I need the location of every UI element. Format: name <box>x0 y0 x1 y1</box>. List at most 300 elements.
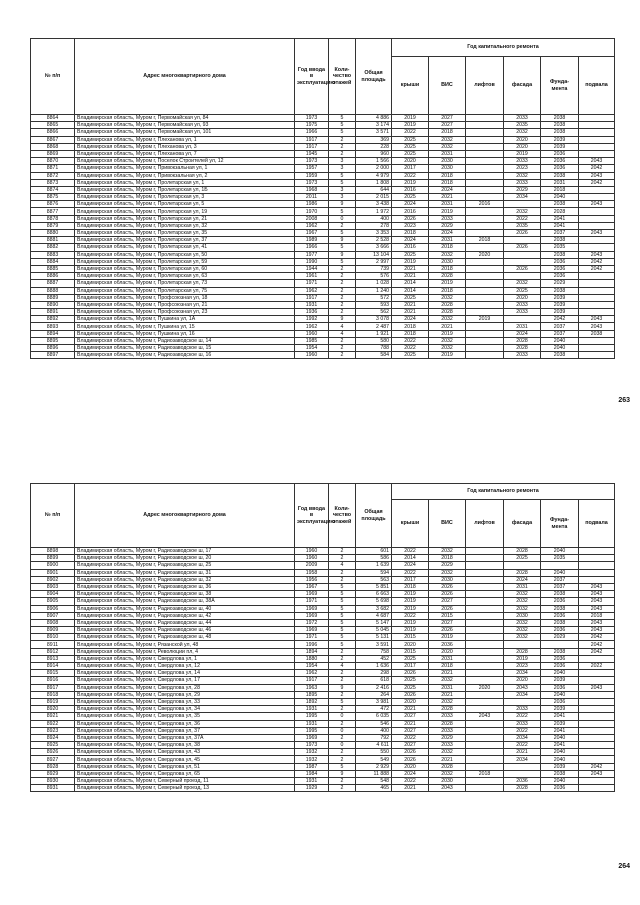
cell-year: 2008 <box>295 215 329 222</box>
cell-lift <box>466 627 504 634</box>
cell-foundation: 2038 <box>541 287 579 294</box>
cell-facade: 2020 <box>504 677 541 684</box>
cell-vis: 2031 <box>429 655 466 662</box>
cell-vis: 2018 <box>429 179 466 186</box>
cell-num: 8865 <box>31 122 75 129</box>
cell-area: 5 698 <box>356 598 392 605</box>
cell-foundation: 2036 <box>541 655 579 662</box>
cell-address: Владимирская область, Муром г, Пушкина ул, 1А <box>75 316 295 323</box>
cell-facade: 2024 <box>504 330 541 337</box>
cell-roof: 2017 <box>392 576 429 583</box>
cell-floors: 5 <box>329 208 356 215</box>
cell-lift <box>466 598 504 605</box>
cell-facade: 2022 <box>504 742 541 749</box>
cell-basement <box>579 186 615 193</box>
cell-roof: 2025 <box>392 655 429 662</box>
cell-num: 8894 <box>31 330 75 337</box>
cell-vis: 2030 <box>429 258 466 265</box>
cell-basement: 2043 <box>579 583 615 590</box>
cell-num: 8873 <box>31 179 75 186</box>
cell-vis: 2029 <box>429 734 466 741</box>
cell-address: Владимирская область, Муром г, Революции пл, 4 <box>75 648 295 655</box>
cell-foundation: 2040 <box>541 749 579 756</box>
cell-foundation: 2038 <box>541 201 579 208</box>
cell-lift <box>466 115 504 122</box>
cell-num: 8904 <box>31 591 75 598</box>
cell-address: Владимирская область, Муром г, Пролетарская ул, 59 <box>75 258 295 265</box>
cell-area: 3 666 <box>356 244 392 251</box>
cell-basement <box>579 742 615 749</box>
cell-basement: 2043 <box>579 201 615 208</box>
cell-num: 8891 <box>31 309 75 316</box>
cell-basement <box>579 194 615 201</box>
cell-basement <box>579 548 615 555</box>
table-row <box>31 273 615 280</box>
cell-year: 1975 <box>295 122 329 129</box>
cell-lift <box>466 143 504 150</box>
cell-floors: 2 <box>329 648 356 655</box>
cell-num: 8875 <box>31 194 75 201</box>
table-row <box>31 316 615 323</box>
table-row <box>31 165 615 172</box>
header-num: № п/п <box>31 39 75 115</box>
cell-floors: 2 <box>329 309 356 316</box>
cell-vis: 2032 <box>429 569 466 576</box>
cell-basement <box>579 691 615 698</box>
cell-num: 8889 <box>31 294 75 301</box>
cell-area: 2 000 <box>356 165 392 172</box>
cell-foundation: 2018 <box>541 186 579 193</box>
cell-address: Владимирская область, Муром г, Пролетарская ул, 73 <box>75 280 295 287</box>
cell-facade: 2034 <box>504 670 541 677</box>
cell-year: 1966 <box>295 129 329 136</box>
table-row <box>31 237 615 244</box>
cell-vis: 2019 <box>429 280 466 287</box>
header-address: Адрес многоквартирного дома <box>75 484 295 548</box>
cell-vis: 2032 <box>429 136 466 143</box>
table-row <box>31 215 615 222</box>
cell-foundation: 2039 <box>541 706 579 713</box>
cell-vis: 2029 <box>429 222 466 229</box>
table-row <box>31 591 615 598</box>
cell-foundation: 2029 <box>541 634 579 641</box>
cell-address: Владимирская область, Муром г, Свердлова ул, 33 <box>75 698 295 705</box>
cell-floors: 9 <box>329 684 356 691</box>
cell-floors: 2 <box>329 749 356 756</box>
cell-foundation: 2038 <box>541 619 579 626</box>
cell-year: 1954 <box>295 345 329 352</box>
cell-address: Владимирская область, Муром г, Свердлова ул, 37А <box>75 734 295 741</box>
cell-address: Владимирская область, Муром г, Свердлова ул, 1 <box>75 655 295 662</box>
cell-foundation: 2037 <box>541 583 579 590</box>
cell-foundation: 2038 <box>541 122 579 129</box>
cell-facade: 2032 <box>504 619 541 626</box>
cell-lift <box>466 605 504 612</box>
cell-address: Владимирская область, Муром г, Свердлова ул, 43 <box>75 749 295 756</box>
cell-address: Владимирская область, Муром г, Плеханова ул, 3 <box>75 143 295 150</box>
cell-vis: 2028 <box>429 706 466 713</box>
cell-floors: 3 <box>329 158 356 165</box>
cell-vis: 2029 <box>429 562 466 569</box>
cell-vis: 2032 <box>429 345 466 352</box>
cell-basement <box>579 727 615 734</box>
cell-area: 792 <box>356 734 392 741</box>
cell-year: 1917 <box>295 136 329 143</box>
cell-lift <box>466 555 504 562</box>
cell-lift <box>466 619 504 626</box>
cell-foundation <box>541 562 579 569</box>
cell-foundation: 2038 <box>541 591 579 598</box>
cell-num: 8900 <box>31 562 75 569</box>
cell-foundation: 2038 <box>541 251 579 258</box>
table-row <box>31 179 615 186</box>
cell-foundation <box>541 641 579 648</box>
cell-lift <box>466 301 504 308</box>
cell-address: Владимирская область, Муром г, Профсоюзная ул, 18 <box>75 294 295 301</box>
cell-vis: 2020 <box>429 648 466 655</box>
cell-year: 1985 <box>295 337 329 344</box>
cell-num: 8870 <box>31 158 75 165</box>
cell-address: Владимирская область, Муром г, Северный проезд, 11 <box>75 778 295 785</box>
cell-address: Владимирская область, Муром г, Свердлова ул, 29 <box>75 691 295 698</box>
cell-foundation: 2040 <box>541 691 579 698</box>
cell-address: Владимирская область, Муром г, Профсоюзная ул, 21 <box>75 301 295 308</box>
cell-facade: 2022 <box>504 713 541 720</box>
cell-lift <box>466 309 504 316</box>
cell-floors: 5 <box>329 763 356 770</box>
cell-foundation: 2037 <box>541 576 579 583</box>
cell-address: Владимирская область, Муром г, Пролетарская ул, 19 <box>75 208 295 215</box>
cell-address: Владимирская область, Муром г, Привокзальная ул, 1 <box>75 165 295 172</box>
cell-floors: 2 <box>329 785 356 792</box>
header-lift: лифтов <box>466 500 504 548</box>
cell-foundation: 2041 <box>541 727 579 734</box>
header-floors: Коли-чество этажей <box>329 39 356 115</box>
cell-facade: 2032 <box>504 129 541 136</box>
cell-year: 1969 <box>295 627 329 634</box>
cell-facade: 2032 <box>504 605 541 612</box>
cell-facade: 2034 <box>504 756 541 763</box>
cell-roof: 2020 <box>392 763 429 770</box>
cell-year: 1966 <box>295 244 329 251</box>
table-row <box>31 143 615 150</box>
cell-basement: 2038 <box>579 330 615 337</box>
cell-lift <box>466 583 504 590</box>
cell-num: 8912 <box>31 648 75 655</box>
cell-roof: 2025 <box>392 684 429 691</box>
cell-lift <box>466 136 504 143</box>
cell-vis: 2018 <box>429 129 466 136</box>
cell-floors: 3 <box>329 194 356 201</box>
cell-facade <box>504 316 541 323</box>
cell-year: 1894 <box>295 648 329 655</box>
cell-num: 8901 <box>31 569 75 576</box>
cell-floors: 2 <box>329 301 356 308</box>
cell-facade: 2032 <box>504 172 541 179</box>
cell-roof: 2026 <box>392 670 429 677</box>
cell-foundation: 2037 <box>541 323 579 330</box>
cell-vis: 2030 <box>429 778 466 785</box>
cell-address: Владимирская область, Муром г, Пролетарская ул, 1Б <box>75 186 295 193</box>
cell-year: 1932 <box>295 756 329 763</box>
table-row <box>31 598 615 605</box>
cell-floors: 4 <box>329 330 356 337</box>
cell-area: 549 <box>356 756 392 763</box>
cell-roof: 2027 <box>392 713 429 720</box>
cell-address: Владимирская область, Муром г, Пролетарская ул, 35 <box>75 230 295 237</box>
cell-year: 1929 <box>295 785 329 792</box>
cell-lift <box>466 655 504 662</box>
cell-roof: 2026 <box>392 215 429 222</box>
cell-area: 618 <box>356 677 392 684</box>
cell-vis: 2031 <box>429 150 466 157</box>
cell-area: 4 611 <box>356 742 392 749</box>
cell-facade: 2033 <box>504 720 541 727</box>
cell-floors: 3 <box>329 165 356 172</box>
cell-vis: 2032 <box>429 251 466 258</box>
cell-address: Владимирская область, Муром г, Радиозаводское ш, 31 <box>75 569 295 576</box>
cell-area: 4 886 <box>356 115 392 122</box>
header-basement: подвала <box>579 500 615 548</box>
cell-lift <box>466 756 504 763</box>
cell-num: 8884 <box>31 258 75 265</box>
cell-floors: 2 <box>329 655 356 662</box>
cell-facade: 2032 <box>504 208 541 215</box>
cell-roof: 2021 <box>392 273 429 280</box>
cell-year: 1969 <box>295 612 329 619</box>
table-row <box>31 583 615 590</box>
cell-num: 8906 <box>31 605 75 612</box>
cell-num: 8888 <box>31 287 75 294</box>
table-row <box>31 337 615 344</box>
cell-area: 2 015 <box>356 194 392 201</box>
cell-floors: 4 <box>329 663 356 670</box>
cell-foundation: 2038 <box>541 648 579 655</box>
cell-floors: 0 <box>329 215 356 222</box>
cell-address: Владимирская область, Муром г, Свердлова ул, 51 <box>75 763 295 770</box>
table-row <box>31 301 615 308</box>
cell-facade: 2043 <box>504 684 541 691</box>
cell-foundation: 2041 <box>541 742 579 749</box>
cell-vis: 2019 <box>429 330 466 337</box>
cell-lift <box>466 158 504 165</box>
cell-num: 8878 <box>31 215 75 222</box>
cell-year: 1944 <box>295 265 329 272</box>
cell-roof: 2022 <box>392 345 429 352</box>
cell-lift <box>466 323 504 330</box>
cell-num: 8871 <box>31 165 75 172</box>
cell-floors: 5 <box>329 244 356 251</box>
header-vis: ВИС <box>429 57 466 115</box>
cell-num: 8877 <box>31 208 75 215</box>
cell-floors: 5 <box>329 619 356 626</box>
cell-num: 8924 <box>31 734 75 741</box>
cell-area: 11 888 <box>356 770 392 777</box>
cell-roof: 2021 <box>392 309 429 316</box>
cell-year: 1963 <box>295 684 329 691</box>
cell-foundation: 2029 <box>541 280 579 287</box>
cell-lift <box>466 763 504 770</box>
cell-year: 1970 <box>295 208 329 215</box>
cell-num: 8898 <box>31 548 75 555</box>
cell-basement: 2042 <box>579 634 615 641</box>
cell-lift <box>466 591 504 598</box>
cell-address: Владимирская область, Муром г, Свердлова ул, 36 <box>75 720 295 727</box>
cell-roof: 2016 <box>392 186 429 193</box>
table-row <box>31 742 615 749</box>
table-body-page-2 <box>31 548 615 792</box>
cell-roof: 2022 <box>392 778 429 785</box>
cell-address: Владимирская область, Муром г, Пролетарская ул, 5 <box>75 201 295 208</box>
cell-foundation: 2039 <box>541 294 579 301</box>
cell-facade: 2020 <box>504 136 541 143</box>
cell-foundation: 2039 <box>541 136 579 143</box>
cell-area: 1 566 <box>356 158 392 165</box>
cell-address: Владимирская область, Муром г, Свердлова ул, 35 <box>75 713 295 720</box>
cell-foundation: 2040 <box>541 194 579 201</box>
page-2 <box>0 455 640 905</box>
cell-foundation: 2042 <box>541 316 579 323</box>
cell-floors: 5 <box>329 172 356 179</box>
cell-area: 3 591 <box>356 641 392 648</box>
cell-year: 1957 <box>295 165 329 172</box>
cell-facade <box>504 770 541 777</box>
cell-vis: 2033 <box>429 215 466 222</box>
header-area: Общая площадь <box>356 484 392 548</box>
cell-facade: 2031 <box>504 323 541 330</box>
cell-basement: 2018 <box>579 612 615 619</box>
table-row <box>31 756 615 763</box>
cell-facade <box>504 641 541 648</box>
cell-facade: 2031 <box>504 583 541 590</box>
cell-foundation: 2038 <box>541 770 579 777</box>
cell-year: 1954 <box>295 663 329 670</box>
cell-basement <box>579 698 615 705</box>
cell-basement <box>579 713 615 720</box>
cell-floors: 5 <box>329 605 356 612</box>
cell-facade: 2036 <box>504 778 541 785</box>
cell-num: 8882 <box>31 244 75 251</box>
cell-roof: 2019 <box>392 598 429 605</box>
cell-num: 8917 <box>31 684 75 691</box>
cell-year: 1960 <box>295 352 329 359</box>
cell-area: 228 <box>356 143 392 150</box>
cell-num: 8926 <box>31 749 75 756</box>
cell-area: 400 <box>356 727 392 734</box>
cell-basement <box>579 345 615 352</box>
cell-vis: 2028 <box>429 763 466 770</box>
cell-facade <box>504 237 541 244</box>
cell-area: 3 174 <box>356 122 392 129</box>
cell-address: Владимирская область, Муром г, Поселок Строителей ул, 12 <box>75 158 295 165</box>
cell-foundation: 2038 <box>541 605 579 612</box>
cell-foundation: 2039 <box>541 309 579 316</box>
cell-address: Владимирская область, Муром г, Радиозаводское ш, 36 <box>75 583 295 590</box>
cell-lift <box>466 785 504 792</box>
header-year: Год ввода в эксплуатацию <box>295 484 329 548</box>
cell-floors: 0 <box>329 742 356 749</box>
cell-year: 1973 <box>295 742 329 749</box>
cell-address: Владимирская область, Муром г, Радиозаводское ш, 17 <box>75 548 295 555</box>
cell-year: 1972 <box>295 619 329 626</box>
cell-basement <box>579 555 615 562</box>
cell-address: Владимирская область, Муром г, Профсоюзная ул, 23 <box>75 309 295 316</box>
cell-vis: 2024 <box>429 230 466 237</box>
cell-roof: 2016 <box>392 208 429 215</box>
table-row <box>31 323 615 330</box>
table-row <box>31 115 615 122</box>
table-row <box>31 172 615 179</box>
cell-basement <box>579 208 615 215</box>
cell-foundation: 2036 <box>541 698 579 705</box>
cell-basement <box>579 222 615 229</box>
cell-lift <box>466 576 504 583</box>
cell-lift <box>466 562 504 569</box>
cell-floors: 9 <box>329 316 356 323</box>
cell-floors: 2 <box>329 677 356 684</box>
cell-lift <box>466 706 504 713</box>
cell-floors: 0 <box>329 713 356 720</box>
cell-area: 739 <box>356 265 392 272</box>
cell-basement <box>579 301 615 308</box>
cell-lift <box>466 698 504 705</box>
cell-lift <box>466 677 504 684</box>
cell-foundation: 2036 <box>541 265 579 272</box>
cell-year: 1958 <box>295 569 329 576</box>
header-foundation: Фунда-мента <box>541 500 579 548</box>
cell-lift <box>466 294 504 301</box>
cell-basement <box>579 129 615 136</box>
cell-year: 1895 <box>295 691 329 698</box>
table-row <box>31 612 615 619</box>
cell-floors: 2 <box>329 352 356 359</box>
cell-floors: 9 <box>329 251 356 258</box>
table-row <box>31 677 615 684</box>
cell-vis: 2043 <box>429 785 466 792</box>
cell-vis: 2027 <box>429 598 466 605</box>
cell-num: 8868 <box>31 143 75 150</box>
cell-year: 1959 <box>295 172 329 179</box>
cell-area: 298 <box>356 670 392 677</box>
cell-basement <box>579 287 615 294</box>
cell-year: 1971 <box>295 280 329 287</box>
cell-roof: 2019 <box>392 115 429 122</box>
cell-lift <box>466 194 504 201</box>
cell-num: 8864 <box>31 115 75 122</box>
header-facade: фасада <box>504 57 541 115</box>
cell-basement <box>579 273 615 280</box>
cell-vis: 2032 <box>429 749 466 756</box>
cell-vis: 2026 <box>429 605 466 612</box>
cell-roof: 2022 <box>392 734 429 741</box>
cell-area: 546 <box>356 720 392 727</box>
cell-basement: 2043 <box>579 591 615 598</box>
cell-foundation: 2036 <box>541 598 579 605</box>
cell-address: Владимирская область, Муром г, Плеханова ул, 7 <box>75 150 295 157</box>
cell-roof: 2019 <box>392 258 429 265</box>
cell-floors: 5 <box>329 115 356 122</box>
cell-roof: 2026 <box>392 749 429 756</box>
cell-facade: 2033 <box>504 309 541 316</box>
cell-area: 1 639 <box>356 562 392 569</box>
cell-foundation: 2040 <box>541 756 579 763</box>
cell-num: 8896 <box>31 345 75 352</box>
cell-basement: 2043 <box>579 619 615 626</box>
cell-floors: 9 <box>329 237 356 244</box>
cell-address: Владимирская область, Муром г, Радиозаводское ш, 32 <box>75 576 295 583</box>
cell-address: Владимирская область, Муром г, Северный проезд, 13 <box>75 785 295 792</box>
cell-foundation: 2040 <box>541 548 579 555</box>
